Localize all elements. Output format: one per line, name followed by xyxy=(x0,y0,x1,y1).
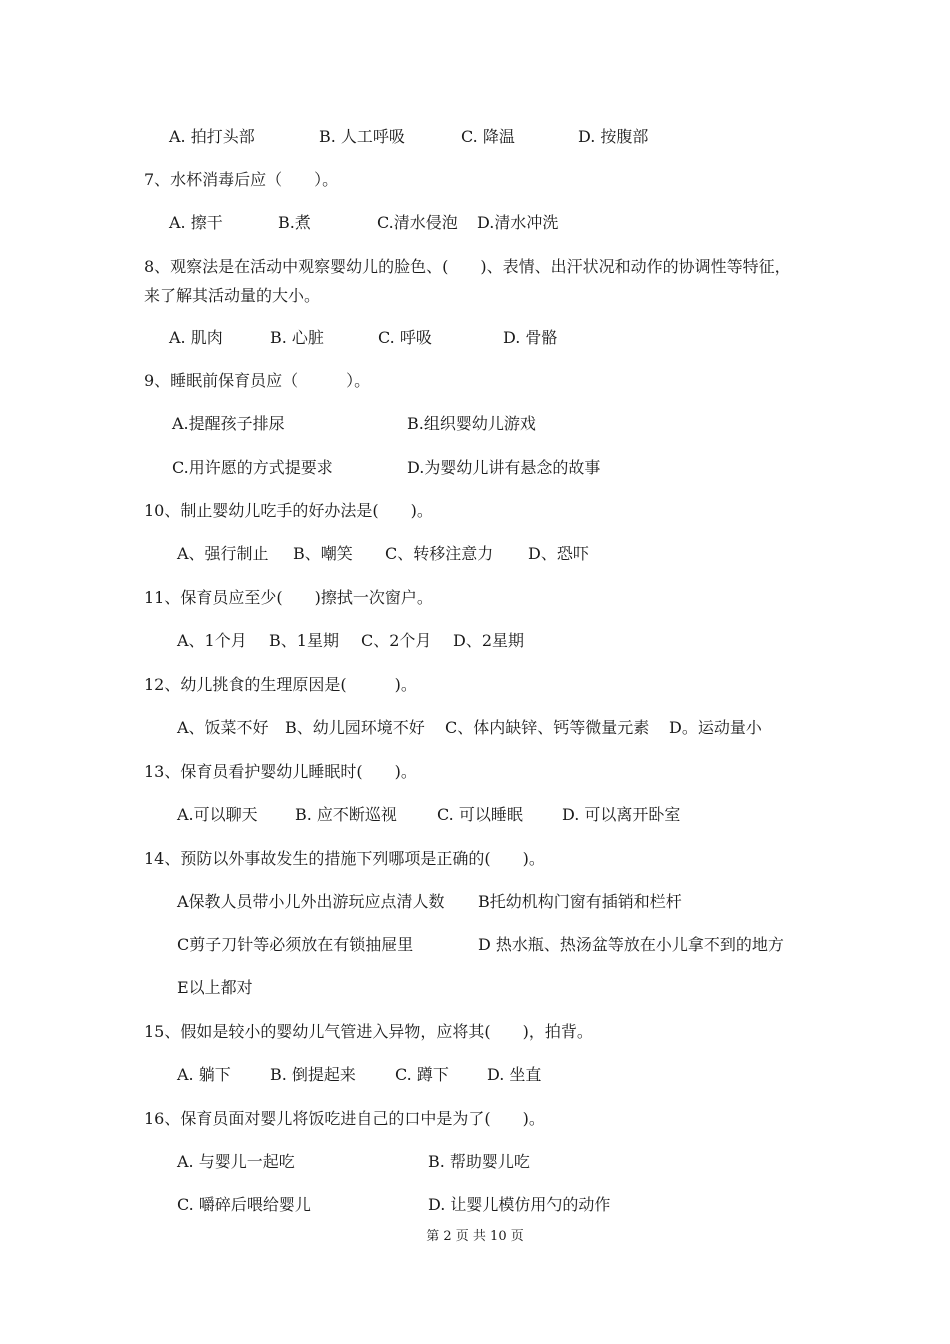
option-text: D、2星期 xyxy=(453,631,525,650)
question-stem: 10、制止婴幼儿吃手的好办法是( )。 xyxy=(144,501,433,520)
option-text: D. 可以离开卧室 xyxy=(562,805,681,824)
option-text: B、嘲笑 xyxy=(293,544,353,563)
option-text: B.煮 xyxy=(278,213,311,232)
option-text: A.可以聊天 xyxy=(177,805,258,824)
option-text: B. 心脏 xyxy=(270,328,324,347)
option-text: B. 帮助婴儿吃 xyxy=(428,1152,530,1171)
option-text: A. 与婴儿一起吃 xyxy=(177,1152,295,1171)
question-stem: 12、幼儿挑食的生理原因是( )。 xyxy=(144,675,417,694)
option-text: E以上都对 xyxy=(177,978,253,997)
option-text: C. 呼吸 xyxy=(378,328,432,347)
option-text: C、2个月 xyxy=(361,631,432,650)
option-text: B.组织婴幼儿游戏 xyxy=(407,414,536,433)
option-text: A. 拍打头部 xyxy=(169,127,255,146)
option-text: C剪子刀针等必须放在有锁抽屉里 xyxy=(177,935,414,954)
option-text: D. 坐直 xyxy=(487,1065,542,1084)
option-text: D. 让婴儿模仿用勺的动作 xyxy=(428,1195,611,1214)
option-text: D. 骨骼 xyxy=(503,328,558,347)
option-text: C. 可以睡眠 xyxy=(437,805,523,824)
option-text: B. 应不断巡视 xyxy=(295,805,397,824)
option-text: D.为婴幼儿讲有悬念的故事 xyxy=(407,458,601,477)
question-stem: 16、保育员面对婴儿将饭吃进自己的口中是为了( )。 xyxy=(144,1109,545,1128)
option-text: C. 嚼碎后喂给婴儿 xyxy=(177,1195,311,1214)
option-text: D、恐吓 xyxy=(528,544,589,563)
option-text: B托幼机构门窗有插销和栏杆 xyxy=(478,892,682,911)
option-text: A保教人员带小儿外出游玩应点清人数 xyxy=(177,892,445,911)
option-text: A、强行制止 xyxy=(177,544,269,563)
option-text: B、幼儿园环境不好 xyxy=(285,718,425,737)
option-text: C、转移注意力 xyxy=(385,544,494,563)
option-text: A. 肌肉 xyxy=(169,328,223,347)
option-text: A、1个月 xyxy=(177,631,247,650)
option-text: D.清水冲洗 xyxy=(477,213,559,232)
option-text: B. 人工呼吸 xyxy=(319,127,405,146)
question-stem: 8、观察法是在活动中观察婴幼儿的脸色、( )、表情、出汗状况和动作的协调性等特征， xyxy=(144,257,791,276)
option-text: A. 躺下 xyxy=(177,1065,231,1084)
option-text: A. 擦干 xyxy=(169,213,223,232)
option-text: C.用许愿的方式提要求 xyxy=(172,458,333,477)
question-stem: 13、保育员看护婴幼儿睡眠时( )。 xyxy=(144,762,417,781)
page-number: 第 2 页 共 10 页 xyxy=(426,1229,524,1244)
question-stem: 15、假如是较小的婴幼儿气管进入异物，应将其( )，拍背。 xyxy=(144,1022,593,1041)
question-stem: 9、睡眠前保育员应（ ）。 xyxy=(144,371,371,390)
option-text: C.清水侵泡 xyxy=(377,213,458,232)
option-text: C. 蹲下 xyxy=(395,1065,449,1084)
question-stem: 来了解其活动量的大小。 xyxy=(144,286,321,305)
option-text: C. 降温 xyxy=(461,127,515,146)
question-stem: 14、预防以外事故发生的措施下列哪项是正确的( )。 xyxy=(144,849,545,868)
option-text: C、体内缺锌、钙等微量元素 xyxy=(445,718,650,737)
option-text: A.提醒孩子排尿 xyxy=(172,414,285,433)
option-text: D。运动量小 xyxy=(669,718,762,737)
option-text: D 热水瓶、热汤盆等放在小儿拿不到的地方 xyxy=(478,935,784,954)
option-text: B、1星期 xyxy=(269,631,339,650)
option-text: B. 倒提起来 xyxy=(270,1065,356,1084)
option-text: D. 按腹部 xyxy=(578,127,649,146)
option-text: A、饭菜不好 xyxy=(177,718,269,737)
question-stem: 7、水杯消毒后应（ ）。 xyxy=(144,170,339,189)
question-stem: 11、保育员应至少( )擦拭一次窗户。 xyxy=(144,588,433,607)
